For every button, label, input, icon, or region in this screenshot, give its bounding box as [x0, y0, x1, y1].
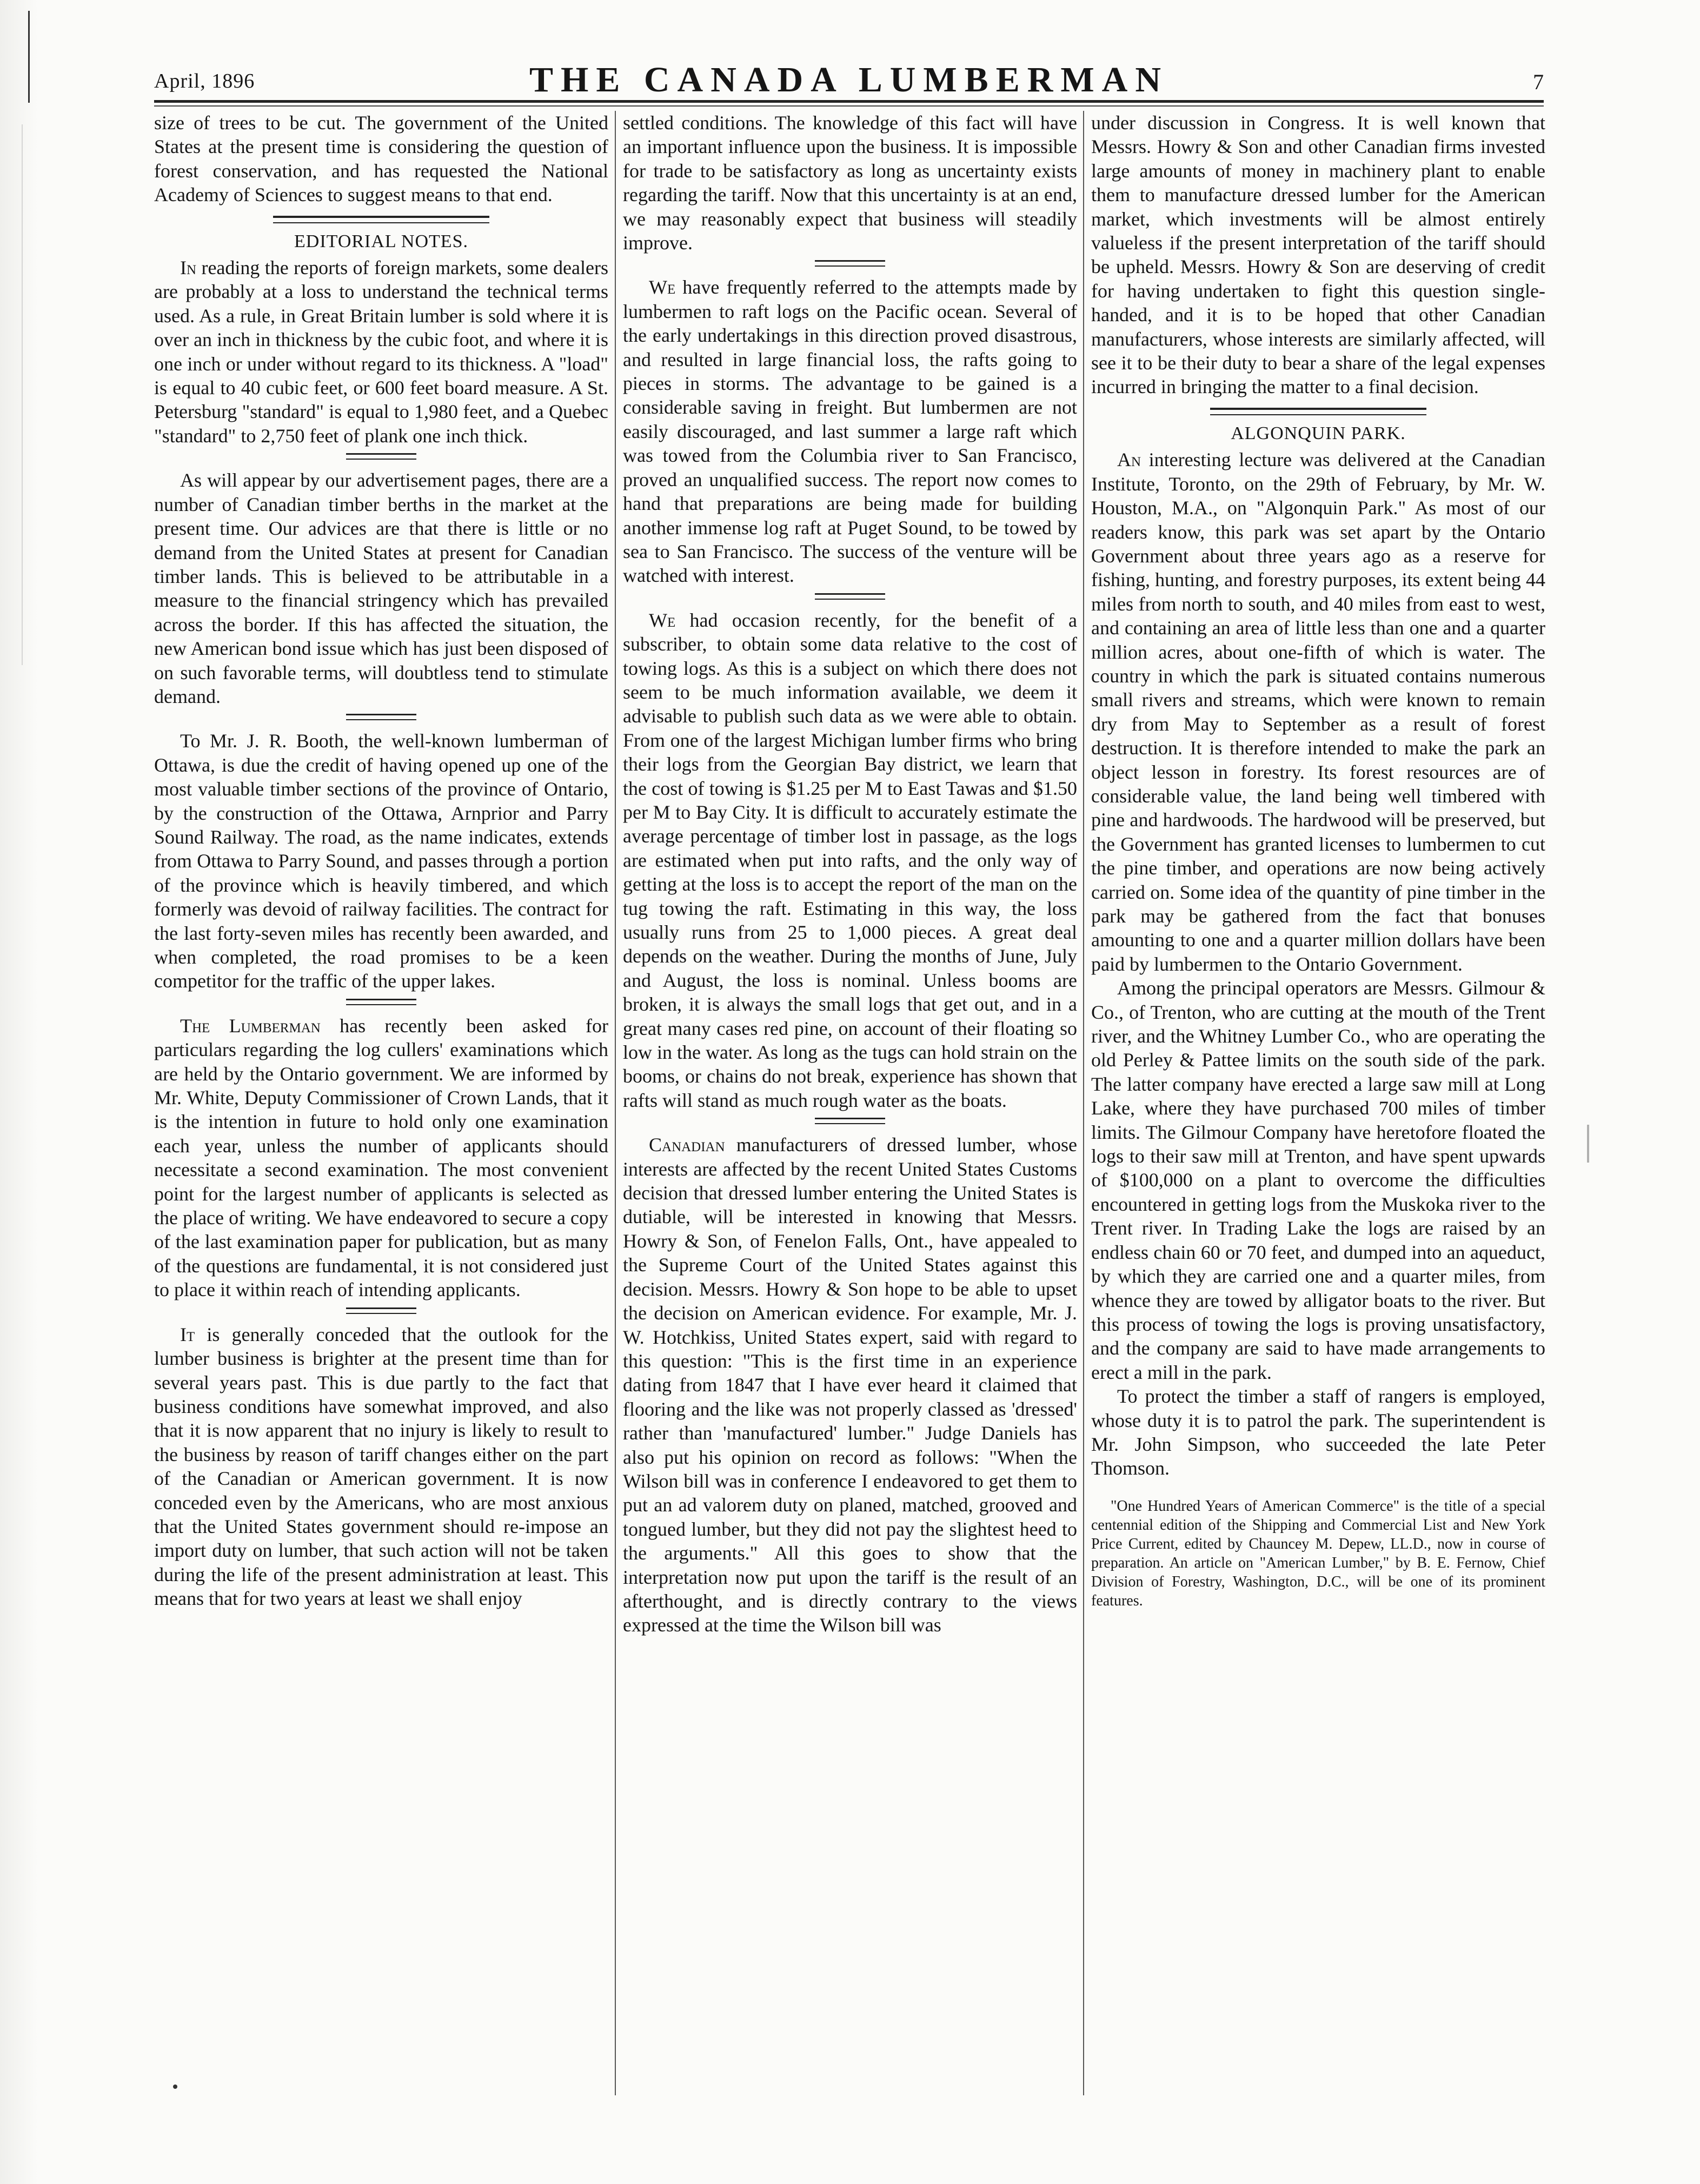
paragraph: As will appear by our advertisement pages, there are a number of Canadian timber berths in the market at the present time. Our advices are that there is little or no demand from the United States at present for Canadian timber lands. This is believed to be attributable in a measure to the financial stringency which has prevailed across the border. If this has affected the situation, the new American bond issue which has just been disposed of on such favorable terms, will doubtless tend to stimulate demand. [154, 469, 608, 707]
paragraph: An interesting lecture was delivered at the Canadian Institute, Toronto, on the 29th of February, by Mr. W. Houston, M.A., on "Algonquin Park." As most of our readers know, this park was set apart by the Ontario Government about three years ago as a reserve for fishing, hunting, and forestry purposes, its extent being 44 miles from north to south, and 40 miles from east to west, and containing an area of little less than one and a quarter million acres, about one-fifth of which is water. The country in which the park is situated contains numerous small rivers and streams, which were known to remain dry from May to September as a result of forest destruction. It is therefore intended to make the park an object lesson in forestry. Its forest resources are of considerable value, the land being well timbered with pine and hardwoods. The hardwood will be preserved, but the Government has granted licenses to lumbermen to cut the pine timber, and operations are now being actively carried on. Some idea of the quantity of pine timber in the park may be gathered from the fact that bonuses amounting to one and a quarter million dollars have been paid by lumbermen to the Ontario Government. [1091, 449, 1545, 975]
separator [815, 1118, 885, 1124]
separator [346, 714, 416, 720]
header-rule [154, 105, 1544, 107]
separator [346, 999, 416, 1005]
header-rule [154, 100, 1544, 103]
scan-mark [1587, 1125, 1589, 1163]
lead-word: In [180, 257, 197, 279]
separator [815, 593, 885, 600]
paragraph: It is generally conceded that the outlook for the lumber business is brighter at the present time than for several years past. This is due partly to the fact that business conditions have somewhat improved, and also that it is now apparent that no injury is likely to result to the business by reason of tariff changes either on the part of the Canadian or American government. It is now conceded even by the Americans, who are most anxious that the United States government should re-impose an import duty on lumber, that such action will not be taken during the life of the present administration at least. This means that for two years at least we shall enjoy [154, 1323, 608, 1610]
paragraph: settled conditions. The knowledge of this fact will have an important influence upon the business. It is impossible for trade to be satisfactory as long as uncertainty exists regarding the tariff. Now that this uncertainty is at an end, we may reasonably expect that business will steadily improve. [623, 112, 1077, 254]
footnote-text: "One Hundred Years of American Commerce" is the title of a special centennial edition of the Shipping and Commercial List and New York Price Current, edited by Chauncey M. Depew, LL.D., now in course of preparation. An article on "American Lumber," by B. E. Fernow, Chief Division of Forestry, Washington, D.C., will be one of its prominent features. [1091, 1497, 1545, 1609]
issue-date: April, 1896 [154, 70, 255, 92]
lead-word: It [180, 1323, 195, 1345]
paragraph: size of trees to be cut. The government of the United States at the present time is considering the question of forest conservation, and has requested the National Academy of Sciences to suggest means to that end. [154, 112, 608, 206]
section-rule [1210, 408, 1426, 415]
paragraph: under discussion in Congress. It is well known that Messrs. Howry & Son and other Canadian firms invested large amounts of money in machinery plant to enable them to manufacture dressed lumber for the American market, which investments will be almost entirely valueless if the present interpretation of the tariff should be upheld. Messrs. Howry & Son are deserving of credit for having undertaken to fight this question single-handed, and it is to be hoped that other Canadian manufacturers, whose interests are similarly affected, will see it to be their duty to bear a share of the legal expenses incurred in bringing the matter to a final decision. [1091, 112, 1545, 398]
lead-word: An [1117, 449, 1141, 471]
column-rule [1083, 111, 1084, 2095]
section-heading: ALGONQUIN PARK. [1231, 423, 1406, 443]
column-2 [623, 111, 1077, 2079]
scan-speck [173, 2085, 177, 2089]
lead-word: Canadian [649, 1134, 725, 1156]
column-3 [1091, 111, 1545, 2079]
scan-mark [28, 11, 30, 103]
lead-word: The Lumberman [180, 1014, 321, 1037]
page-header [154, 59, 1544, 97]
paragraph: We had occasion recently, for the benefit of a subscriber, to obtain some data relative to the cost of towing logs. As this is a subject on which there does not seem to be much information available, we deem it advisable to publish such data as we were able to obtain. From one of the largest Michigan lumber firms who bring their logs from the Georgian Bay district, we learn that the cost of towing is $1.25 per M to East Tawas and $1.50 per M to Bay City. It is difficult to accurately estimate the average percentage of timber lost in passage, as the logs are estimated when put into rafts, and the only way of getting at the loss is to accept the report of the man on the tug towing the raft. Estimating in this way, the loss usually runs from 25 to 1,000 pieces. A great deal depends on the weather. During the months of June, July and August, the loss is nominal. Unless booms are broken, it is always the small logs that get out, and in a great many cases red pine, on account of their floating so low in the water. As long as the tugs can hold strain on the booms, or chains do not break, experience has shown that rafts will stand as much rough water as the boats. [623, 609, 1077, 1111]
page-number: 7 [1533, 70, 1544, 94]
paragraph: The Lumberman has recently been asked for particulars regarding the log cullers' examinations which are held by the Ontario government. We are informed by Mr. White, Deputy Commissioner of Crown Lands, that it is the intention in future to hold only one examination each year, unless the number of applicants should necessitate a second examination. The most convenient point for the largest number of applicants is selected as the place of writing. We have endeavored to secure a copy of the last examination paper for publication, but as many of the questions are fundamental, it is not considered just to place it within reach of intending applicants. [154, 1014, 608, 1301]
section-rule [273, 216, 489, 223]
column-1 [154, 111, 608, 2079]
paragraph: Canadian manufacturers of dressed lumber, whose interests are affected by the recent United States Customs decision that dressed lumber entering the United States is dutiable, will be interested in knowing that Messrs. Howry & Son, of Fenelon Falls, Ont., have appealed to the Supreme Court of the United States against this decision. Messrs. Howry & Son hope to be able to upset the decision on American evidence. For example, Mr. J. W. Hotchkiss, United States expert, said with regard to this question: "This is the first time in an experience dating from 1847 that I have ever heard it claimed that flooring and the like was not properly classed as 'dressed' rather than 'manufactured' lumber." Judge Daniels has also put his opinion on record as follows: "When the Wilson bill was in conference I endeavored to get them to put an ad valorem duty on planed, matched, grooved and tongued lumber, but they did not pay the slightest heed to the arguments." All this goes to show that the interpretation now put upon the tariff is the result of an afterthought, and is directly contrary to the views expressed at the time the Wilson bill was [623, 1134, 1077, 1636]
paragraph: Among the principal operators are Messrs. Gilmour & Co., of Trenton, who are cutting at the mouth of the Trent river, and the Whitney Lumber Co., who are operating the old Perley & Pattee limits on the south side of the park. The latter company have erected a large saw mill at Long Lake, where they have purchased 700 miles of timber limits. The Gilmour Company have heretofore floated the logs to their saw mill at Trenton, and have spent upwards of $100,000 on a plant to overcome the difficulties encountered in getting logs from the Muskoka river to the Trent river. In Trading Lake the logs are raised by an endless chain 60 or 70 feet, and dumped into an aqueduct, by which they are carried one and a quarter miles, from whence they are towed by alligator boats to the river. But this process of towing the logs is proving unsatisfactory, and the company are said to have made arrangements to erect a mill in the park. [1091, 977, 1545, 1383]
lead-word: We [649, 609, 676, 631]
footnote [1091, 1497, 1545, 1610]
lead-word: We [649, 276, 676, 298]
paragraph: In reading the reports of foreign markets, some dealers are probably at a loss to understand the technical terms used. As a rule, in Great Britain lumber is sold where it is over an inch in thickness by the cubic foot, and where it is one inch or under without regard to its thickness. A "load" is equal to 40 cubic feet, or 600 feet board measure. A St. Petersburg "standard" is equal to 1,980 feet, and a Quebec "standard" to 2,750 feet of plank one inch thick. [154, 257, 608, 447]
scan-mark [22, 124, 23, 665]
section-heading: EDITORIAL NOTES. [294, 231, 468, 251]
column-rule [615, 111, 616, 2095]
masthead-title: THE CANADA LUMBERMAN [529, 60, 1169, 99]
paragraph: To Mr. J. R. Booth, the well-known lumberman of Ottawa, is due the credit of having opened up one of the most valuable timber sections of the province of Ontario, by the construction of the Ottawa, Arnprior and Parry Sound Railway. The road, as the name indicates, extends from Ottawa to Parry Sound, and passes through a portion of the province which is heavily timbered, and which formerly was devoid of railway facilities. The contract for the last forty-seven miles has recently been awarded, and when completed, the road promises to be a keen competitor for the traffic of the upper lakes. [154, 730, 608, 992]
separator [346, 1307, 416, 1314]
separator [815, 260, 885, 267]
separator [346, 453, 416, 460]
paragraph: To protect the timber a staff of rangers is employed, whose duty it is to patrol the park. The superintendent is Mr. John Simpson, who succeeded the late Peter Thomson. [1091, 1385, 1545, 1479]
paragraph: We have frequently referred to the attempts made by lumbermen to raft logs on the Pacific ocean. Several of the early undertakings in this direction proved disastrous, and resulted in large financial loss, the rafts going to pieces in storms. The advantage to be gained is a considerable saving in freight. But lumbermen are not easily discouraged, and last summer a large raft which was towed from the Columbia river to San Francisco, proved an unqualified success. The report now comes to hand that preparations are being made for building another immense log raft at Puget Sound, to be towed by sea to San Francisco. The success of the venture will be watched with interest. [623, 276, 1077, 587]
scan-shadow [0, 0, 38, 2184]
